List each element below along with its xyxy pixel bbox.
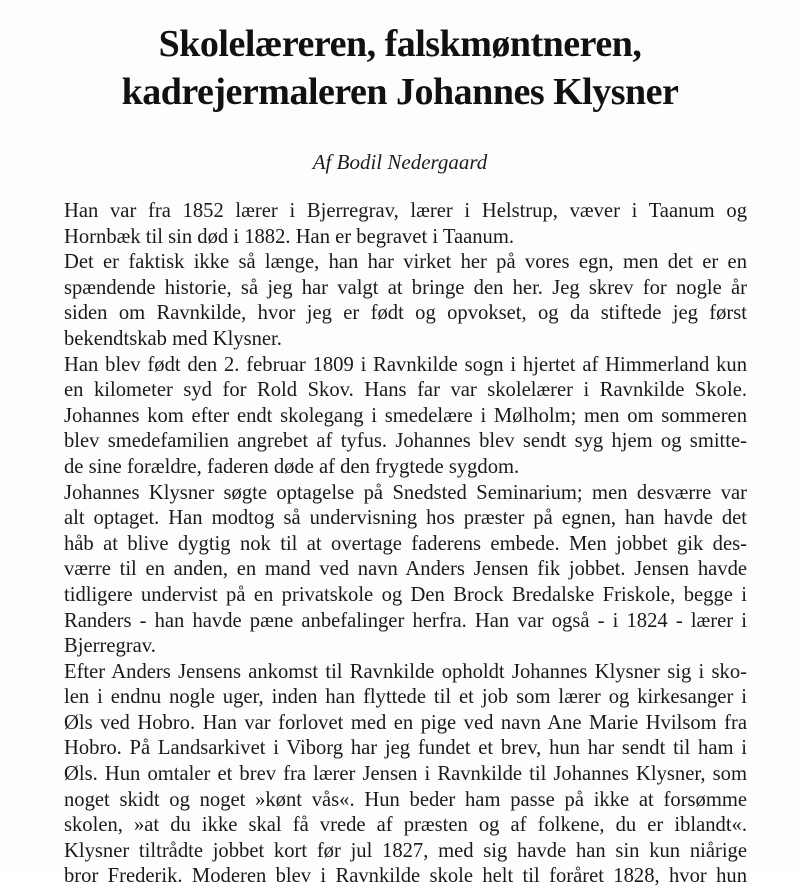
text-line: Hobro. På Landsarkivet i Viborg har jeg fundet et brev, hun har sendt til ham i xyxy=(64,737,747,760)
text-line: noget skidt og noget »kønt vås«. Hun beder ham passe på ikke at forsømme xyxy=(64,788,747,811)
article-title xyxy=(0,20,800,116)
text-line: blev smedefamilien angrebet af tyfus. Johannes blev sendt syg hjem og smitte- xyxy=(64,430,747,453)
article-title-line: kadrejermaleren Johannes Klysner xyxy=(121,71,679,113)
text-line: Johannes kom efter endt skolegang i smedelære i Mølholm; men om sommeren xyxy=(64,404,747,427)
text-line: de sine forældre, faderen døde af den frygtede sygdom. xyxy=(64,455,520,478)
text-line: bror Frederik. Moderen blev i Ravnkilde skole helt til foråret 1828, hvor hun xyxy=(64,865,747,888)
text-line: len i endnu nogle uger, inden han flyttede til et job som lærer og kirkesanger i xyxy=(64,686,747,709)
text-line: Han blev født den 2. februar 1809 i Ravnkilde sogn i hjertet af Himmerland kun xyxy=(64,353,747,376)
text-line: Øls. Hun omtaler et brev fra lærer Jensen i Ravnkilde til Johannes Klysner, som xyxy=(64,763,747,786)
article-title-line: Skolelæreren, falskmøntneren, xyxy=(158,23,642,65)
text-line: Han var fra 1852 lærer i Bjerregrav, lærer i Helstrup, væver i Taanum og xyxy=(64,200,747,222)
text-line: en kilometer syd for Rold Skov. Hans far var skolelærer i Ravnkilde Skole. xyxy=(64,379,747,402)
text-line: værre til en anden, en mand ved navn Anders Jensen fik jobbet. Jensen havde xyxy=(64,558,747,581)
text-line: bekendtskab med Klysner. xyxy=(64,327,282,350)
text-line: Hornbæk til sin død i 1882. Han er begravet i Taanum. xyxy=(64,225,515,248)
text-line: skolen, »at du ikke skal få vrede af præsten og af folkene, du er iblandt«. xyxy=(64,814,747,837)
text-line: Johannes Klysner søgte optagelse på Snedsted Seminarium; men desværre var xyxy=(64,481,747,504)
text-line: Det er faktisk ikke så længe, han har virket her på vores egn, men det er en xyxy=(64,251,747,274)
text-line: Øls ved Hobro. Han var forlovet med en pige ved navn Ane Marie Hvilsom fra xyxy=(64,711,747,734)
text-line: tidligere undervist på en privatskole og Den Brock Bredalske Friskole, begge i xyxy=(64,583,747,606)
text-line: Bjerregrav. xyxy=(64,635,156,658)
text-line: spændende historie, så jeg har valgt at bringe den her. Jeg skrev for nogle år xyxy=(64,276,747,299)
text-line: Klysner tiltrådte jobbet kort før jul 1827, med sig havde han sin kun niårige xyxy=(64,839,747,862)
text-line: Efter Anders Jensens ankomst til Ravnkilde opholdt Johannes Klysner sig i sko- xyxy=(64,660,747,683)
text-line: Randers - han havde pæne anbefalinger herfra. Han var også - i 1824 - lærer i xyxy=(64,609,747,632)
article-body xyxy=(64,199,747,890)
text-line: siden om Ravnkilde, hvor jeg er født og opvokset, og da stiftede jeg først xyxy=(64,302,747,325)
text-line: alt optaget. Han modtog så undervisning hos præster på egnen, han havde det xyxy=(64,507,747,530)
text-line: håb at blive dygtig nok til at overtage faderens embede. Men jobbet gik des- xyxy=(64,532,747,555)
article-byline: Af Bodil Nedergaard xyxy=(312,150,488,174)
